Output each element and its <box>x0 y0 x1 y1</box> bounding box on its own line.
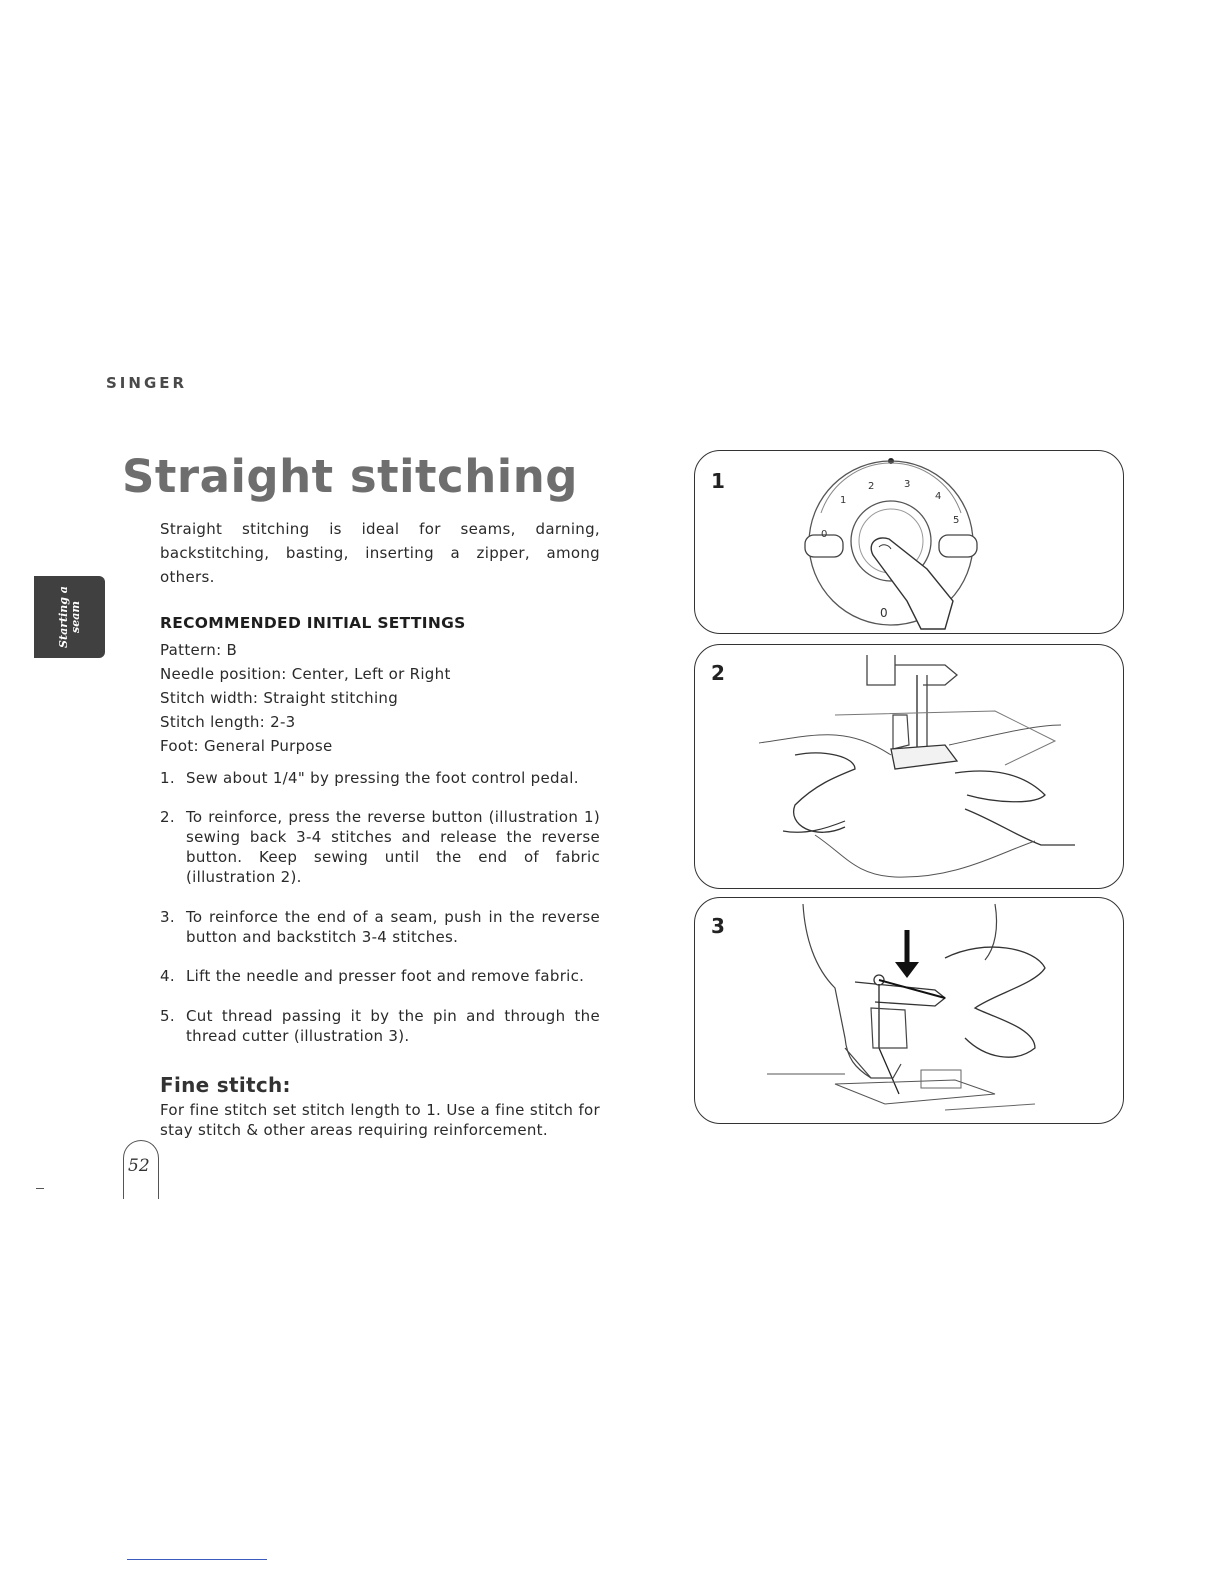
illustration-3-thread-cutter <box>694 897 1124 1124</box>
step-text: To reinforce, press the reverse button (illustration 1) sewing back 3-4 stitches and release the reverse button. Keep sewing until the end of fabric (illustration 2). <box>186 808 600 886</box>
section-side-tab[interactable] <box>34 576 105 658</box>
left-hand <box>794 753 855 832</box>
illustration-label: 3 <box>711 914 725 938</box>
settings-heading: RECOMMENDED INITIAL SETTINGS <box>160 614 466 632</box>
dial-drawing <box>695 451 1123 633</box>
step-item <box>160 1006 600 1046</box>
illustration-label: 1 <box>711 469 725 493</box>
step-text: To reinforce the end of a seam, push in the reverse button and backstitch 3-4 stitches. <box>186 908 600 946</box>
page-number: 52 <box>128 1156 150 1176</box>
setting-foot: Foot: General Purpose <box>160 737 333 755</box>
dial-number: 4 <box>935 491 942 502</box>
step-item <box>160 966 600 986</box>
step-item <box>160 768 600 788</box>
illustration-2-sewing-fabric <box>694 644 1124 889</box>
dial-bottom-digit: 0 <box>880 606 888 620</box>
intro-paragraph: Straight stitching is ideal for seams, darning, backstitching, basting, inserting a zipper, among others. <box>160 520 600 586</box>
brand-logo: SINGER <box>106 374 188 392</box>
fine-stitch-heading: Fine stitch: <box>160 1073 291 1097</box>
step-item <box>160 807 600 887</box>
bottom-rule <box>127 1559 267 1560</box>
margin-dash <box>36 1188 44 1189</box>
step-text: Lift the needle and presser foot and remove fabric. <box>186 967 585 985</box>
fabric-edge <box>815 835 1035 877</box>
step-number: 1. <box>160 769 175 787</box>
right-dial-grip <box>939 535 977 557</box>
illustration-1-reverse-dial <box>694 450 1124 634</box>
dial-number: 2 <box>868 481 875 492</box>
step-item <box>160 907 600 947</box>
presser-foot <box>891 745 957 769</box>
down-arrow-head <box>895 962 919 978</box>
dial-number: 0 <box>821 529 828 540</box>
setting-stitch-width: Stitch width: Straight stitching <box>160 689 399 707</box>
step-text: Sew about 1/4" by pressing the foot control pedal. <box>186 769 579 787</box>
step-number: 5. <box>160 1007 175 1025</box>
illustration-label: 2 <box>711 661 725 685</box>
dial-number: 3 <box>904 479 911 490</box>
step-number: 2. <box>160 808 175 826</box>
right-hand <box>955 771 1075 845</box>
sewing-drawing <box>695 645 1123 888</box>
hand-with-thread <box>945 947 1045 1057</box>
dial-number: 5 <box>953 515 960 526</box>
step-number: 3. <box>160 908 175 926</box>
thread-cutter-drawing <box>695 898 1123 1123</box>
step-text: Cut thread passing it by the pin and through the thread cutter (illustration 3). <box>186 1007 600 1045</box>
step-number: 4. <box>160 967 175 985</box>
page-title: Straight stitching <box>122 450 578 503</box>
setting-stitch-length: Stitch length: 2-3 <box>160 713 296 731</box>
settings-list <box>160 638 600 758</box>
side-tab-label: Starting a seam <box>56 586 82 648</box>
fine-stitch-text: For fine stitch set stitch length to 1. Use a fine stitch for stay stitch & other areas requiring reinforcement. <box>160 1101 600 1139</box>
dial-number: 1 <box>840 495 847 506</box>
setting-needle-position: Needle position: Center, Left or Right <box>160 665 451 683</box>
setting-pattern: Pattern: B <box>160 641 238 659</box>
steps-list <box>160 768 600 1046</box>
